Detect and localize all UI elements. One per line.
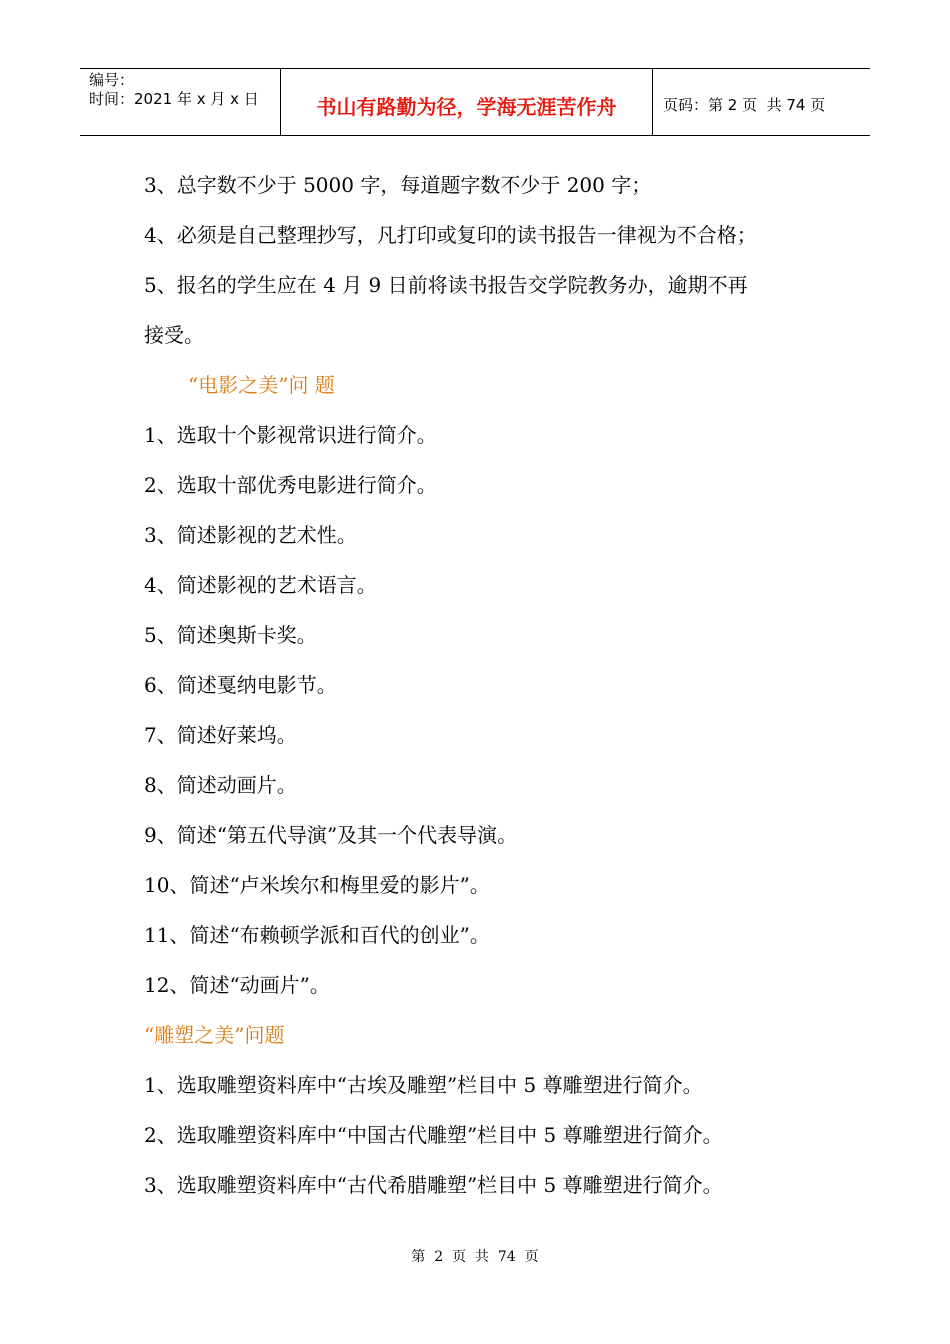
requirement-3: 3、总字数不少于 5000 字，每道题字数不少于 200 字； <box>144 173 652 197</box>
sculpture-question: 2、选取雕塑资料库中“中国古代雕塑”栏目中 5 尊雕塑进行简介。 <box>144 1123 723 1147</box>
film-question: 3、简述影视的艺术性。 <box>144 523 357 547</box>
film-question: 7、简述好莱坞。 <box>144 723 297 747</box>
header-page-info-text: 页码：第 2 页 共 74 页 <box>663 95 826 114</box>
film-question: 1、选取十个影视常识进行简介。 <box>144 423 437 447</box>
document-number-label: 编号： <box>89 71 135 89</box>
film-question: 12、简述“动画片”。 <box>144 973 330 997</box>
sculpture-question: 3、选取雕塑资料库中“古代希腊雕塑”栏目中 5 尊雕塑进行简介。 <box>144 1173 723 1197</box>
film-question: 6、简述戛纳电影节。 <box>144 673 337 697</box>
film-question: 8、简述动画片。 <box>144 773 297 797</box>
header-motto: 书山有路勤为径，学海无涯苦作舟 <box>281 69 653 135</box>
requirement-4: 4、必须是自己整理抄写，凡打印或复印的读书报告一律视为不合格； <box>144 223 757 247</box>
film-question: 10、简述“卢米埃尔和梅里爱的影片”。 <box>144 873 490 897</box>
film-question: 4、简述影视的艺术语言。 <box>144 573 377 597</box>
header-page-info <box>653 69 870 135</box>
requirement-5-continued: 接受。 <box>144 323 204 347</box>
document-date: 时间：2021 年 x 月 x 日 <box>89 90 259 108</box>
film-question: 5、简述奥斯卡奖。 <box>144 623 317 647</box>
requirement-5: 5、报名的学生应在 4 月 9 日前将读书报告交学院教务办，逾期不再 <box>144 273 748 297</box>
film-question: 11、简述“布赖顿学派和百代的创业”。 <box>144 923 490 947</box>
header-meta <box>80 69 281 135</box>
sculpture-section-heading: “雕塑之美”问题 <box>144 1023 285 1047</box>
film-section-heading: “电影之美”问 题 <box>188 373 335 397</box>
page-header <box>80 68 870 136</box>
film-question: 9、简述“第五代导演”及其一个代表导演。 <box>144 823 518 847</box>
page-footer: 第 2 页 共 74 页 <box>411 1249 539 1265</box>
sculpture-question: 1、选取雕塑资料库中“古埃及雕塑”栏目中 5 尊雕塑进行简介。 <box>144 1073 703 1097</box>
document-body <box>144 170 824 1220</box>
film-question: 2、选取十部优秀电影进行简介。 <box>144 473 437 497</box>
